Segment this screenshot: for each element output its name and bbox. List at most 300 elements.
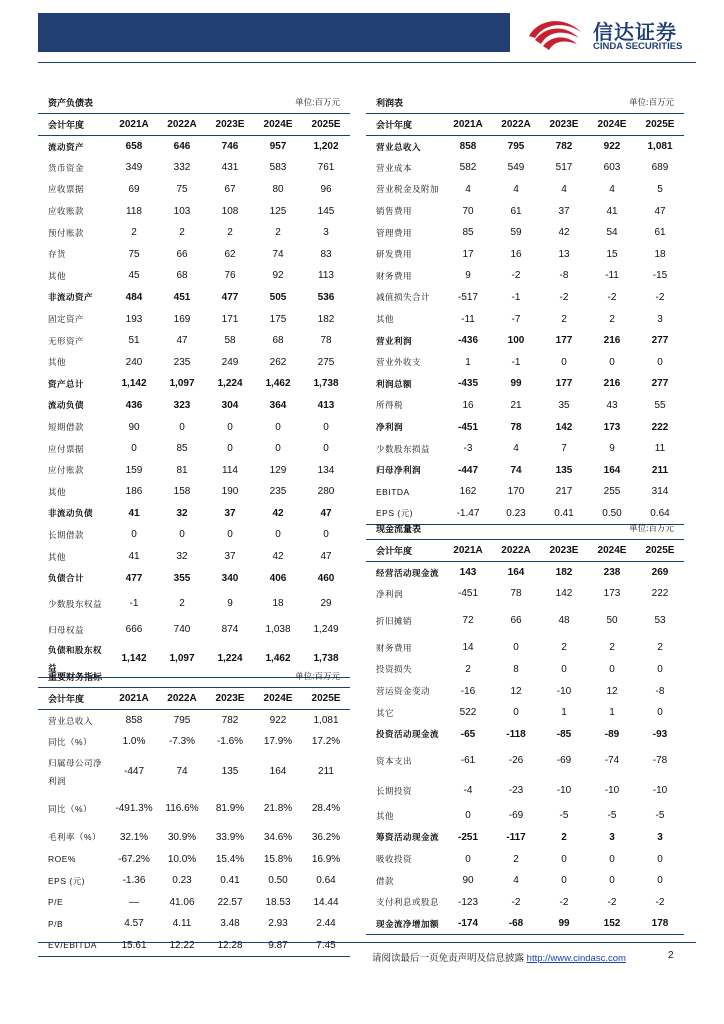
column-header-year: 2021A	[110, 114, 158, 136]
cell-value: 81	[176, 464, 188, 476]
cell-value: 17.2%	[311, 736, 341, 748]
column-header-year: 2023E	[540, 540, 588, 562]
key-indicators	[38, 666, 350, 957]
cell-value: -2	[655, 291, 665, 303]
cell-value: 9	[609, 443, 615, 455]
cell-value: 3	[323, 227, 329, 239]
header-bar	[38, 13, 510, 52]
cell-value: 2	[561, 313, 567, 325]
cell-value: -1.47	[444, 503, 492, 525]
cell-value: 0.64	[316, 875, 336, 887]
row-label: 流动资产	[48, 141, 85, 152]
cell-value: 0	[513, 707, 519, 719]
footer	[372, 950, 626, 964]
cell-value: 70	[462, 205, 474, 217]
cell-value: 53	[654, 614, 666, 626]
column-header-year: 2025E	[636, 540, 684, 562]
cell-value: 646	[173, 141, 191, 153]
table-row	[38, 524, 350, 546]
cell-value: 114	[222, 464, 238, 476]
income-statement	[366, 92, 684, 525]
row-label: 经营活动现金流	[376, 567, 440, 578]
cell-value: 37	[558, 205, 570, 217]
cell-value: 41	[128, 551, 140, 563]
row-label: EPS (元)	[366, 503, 444, 525]
cell-value: 78	[320, 335, 332, 347]
table-row	[366, 330, 684, 352]
row-label: 净利润	[376, 588, 404, 599]
cell-value: 90	[462, 875, 474, 887]
table-row	[38, 459, 350, 481]
cell-value: -8	[655, 685, 665, 697]
header-divider	[38, 62, 696, 63]
cell-value: 211	[318, 765, 334, 777]
key-indicators-unit: 单位:百万元	[295, 671, 340, 681]
cell-value: 0.50	[588, 503, 636, 525]
cell-value: 173	[603, 588, 621, 600]
cell-value: -2	[607, 896, 617, 908]
table-row	[38, 330, 350, 352]
row-label: 少数股东损益	[376, 443, 431, 454]
footer-disclaimer: 请阅读最后一页免责声明及信息披露	[372, 953, 525, 964]
cell-value: —	[129, 896, 139, 908]
cell-value: 4	[513, 875, 519, 887]
row-label: 应收账款	[48, 206, 85, 217]
cell-value: 3	[657, 831, 663, 843]
cell-value: -74	[604, 755, 620, 767]
cell-value: 874	[221, 624, 239, 636]
income-header-row	[366, 114, 684, 136]
cell-value: 451	[173, 291, 191, 303]
cell-value: 2	[227, 227, 233, 239]
cell-value: 0	[657, 663, 663, 675]
cell-value: 340	[221, 572, 239, 584]
cell-value: 58	[224, 335, 236, 347]
cell-value: -11	[461, 313, 475, 325]
cell-value: 0	[227, 529, 233, 541]
cell-value: 1,202	[313, 141, 339, 153]
row-label: 管理费用	[376, 227, 413, 238]
table-row	[38, 157, 350, 179]
row-label: 其他	[376, 314, 395, 325]
table-row	[38, 589, 350, 619]
income-statement-unit: 单位:百万元	[629, 97, 674, 107]
cell-value: -10	[652, 785, 668, 797]
cell-value: 536	[317, 291, 335, 303]
cell-value: 583	[269, 162, 287, 174]
cell-value: 9	[227, 597, 233, 609]
cell-value: 0.23	[492, 503, 540, 525]
row-label: 资本支出	[376, 756, 413, 767]
cell-value: 92	[272, 270, 284, 282]
cell-value: 47	[320, 507, 332, 519]
table-row	[38, 265, 350, 287]
key-indicators-title-row	[38, 666, 350, 688]
cell-value: 41	[606, 205, 618, 217]
row-label: EV/EBITDA	[38, 935, 110, 957]
cell-value: 78	[510, 421, 522, 433]
cell-value: 72	[462, 614, 474, 626]
cell-value: -69	[508, 810, 524, 822]
row-label: 销售费用	[376, 206, 413, 217]
cinda-logo-mark-icon	[525, 14, 585, 54]
row-label: 预付账款	[48, 227, 85, 238]
cell-value: 249	[221, 356, 239, 368]
cell-value: 431	[221, 162, 239, 174]
cell-value: 78	[510, 588, 522, 600]
cell-value: 0	[323, 443, 329, 455]
row-label: 无形资产	[48, 335, 85, 346]
cell-value: -78	[652, 755, 668, 767]
cell-value: 69	[128, 183, 140, 195]
row-label: 少数股东权益	[48, 598, 103, 609]
cell-value: 47	[654, 205, 666, 217]
row-label: 营业税金及附加	[376, 184, 440, 195]
cell-value: 12	[510, 685, 522, 697]
cell-value: 0.50	[268, 875, 288, 887]
cell-value: -123	[457, 896, 478, 908]
row-label: 负债合计	[48, 573, 85, 584]
cell-value: 262	[269, 356, 287, 368]
cell-value: 118	[126, 205, 142, 217]
table-row	[366, 870, 684, 892]
cell-value: -447	[457, 464, 478, 476]
table-row	[38, 935, 350, 957]
cell-value: 50	[606, 614, 618, 626]
cell-value: -10	[556, 685, 572, 697]
cell-value: 795	[507, 141, 525, 153]
column-header-year: 2021A	[444, 540, 492, 562]
column-header-year: 2024E	[588, 114, 636, 136]
cell-value: 0	[561, 875, 567, 887]
cell-value: 2	[561, 641, 567, 653]
row-label: 流动负债	[48, 400, 85, 411]
row-label: 营业利润	[376, 335, 413, 346]
table-row	[366, 351, 684, 373]
cell-value: 113	[318, 270, 334, 282]
cell-value: -1.6%	[216, 736, 244, 748]
cell-value: -447	[123, 765, 144, 777]
cell-value: 746	[221, 141, 239, 153]
table-row	[38, 913, 350, 935]
cell-value: -10	[556, 785, 572, 797]
table-row	[38, 308, 350, 330]
balance-sheet-title: 资产负债表	[48, 98, 94, 108]
table-row	[366, 659, 684, 681]
cell-value: -451	[457, 588, 478, 600]
cell-value: 4	[513, 183, 519, 195]
cell-value: 12.22	[158, 935, 206, 957]
table-row	[366, 416, 684, 438]
table-row	[366, 745, 684, 777]
table-row	[366, 777, 684, 805]
column-header-year: 2022A	[158, 114, 206, 136]
row-label: 同比（%）	[48, 736, 93, 747]
cell-value: 5	[657, 183, 663, 195]
row-label: 长期借款	[48, 529, 85, 540]
table-row	[38, 546, 350, 568]
column-header-year: 2023E	[206, 688, 254, 710]
cell-value: 28.4%	[311, 802, 341, 814]
row-label: 筹资活动现金流	[376, 832, 440, 843]
cell-value: 90	[128, 421, 140, 433]
cell-value: 0	[657, 875, 663, 887]
table-row	[366, 459, 684, 481]
cell-value: 42	[272, 507, 284, 519]
cell-value: 59	[510, 227, 522, 239]
table-row	[38, 287, 350, 309]
column-header-year: 2022A	[492, 114, 540, 136]
cell-value: -2	[559, 896, 569, 908]
cell-value: 477	[125, 572, 143, 584]
table-row	[366, 605, 684, 637]
cell-value: 108	[221, 205, 239, 217]
cell-value: 0	[275, 421, 281, 433]
cell-value: -517	[457, 291, 478, 303]
cell-value: 159	[125, 464, 143, 476]
cell-value: 17	[462, 248, 474, 260]
row-label: P/E	[48, 897, 64, 908]
balance-header-row	[38, 114, 350, 136]
cell-value: 14.44	[313, 896, 339, 908]
cell-value: 186	[125, 486, 143, 498]
column-header-year: 2023E	[206, 114, 254, 136]
cell-value: 275	[317, 356, 335, 368]
cell-value: 0	[465, 810, 471, 822]
cell-value: 152	[588, 913, 636, 935]
cell-value: 158	[173, 486, 191, 498]
cell-value: 99	[510, 378, 522, 390]
table-row	[366, 157, 684, 179]
cell-value: 21.8%	[263, 802, 293, 814]
cell-value: 484	[125, 291, 143, 303]
table-row	[38, 827, 350, 849]
cell-value: 177	[555, 335, 573, 347]
cell-value: 0.64	[636, 503, 684, 525]
cell-value: 4.11	[172, 918, 192, 930]
cell-value: -1	[129, 597, 139, 609]
cell-value: 1.0%	[122, 736, 146, 748]
cell-value: 235	[269, 486, 287, 498]
table-row	[366, 848, 684, 870]
balance-sheet	[38, 92, 350, 678]
cell-value: 314	[651, 486, 669, 498]
footer-website-link[interactable]: http://www.cindasc.com	[526, 953, 626, 964]
cell-value: 135	[555, 464, 573, 476]
column-header-year: 2022A	[492, 540, 540, 562]
cell-value: 16.9%	[311, 853, 341, 865]
balance-sheet-title-row	[38, 92, 350, 114]
column-header-label: 会计年度	[38, 114, 110, 136]
row-label: 毛利率（%）	[48, 832, 102, 843]
cashflow-unit: 单位:百万元	[629, 523, 674, 533]
row-label: 吸收投资	[376, 854, 413, 865]
row-label: 折旧摊销	[376, 615, 413, 626]
cell-value: 135	[221, 765, 239, 777]
row-label: 负债和股东权益	[38, 641, 110, 678]
cell-value: 47	[176, 335, 188, 347]
table-row	[38, 791, 350, 827]
column-header-year: 2024E	[254, 114, 302, 136]
cell-value: 170	[507, 486, 525, 498]
cell-value: 162	[459, 486, 477, 498]
cell-value: 1,097	[169, 378, 195, 390]
cell-value: 0	[465, 853, 471, 865]
cell-value: 1	[609, 707, 615, 719]
cell-value: 782	[221, 715, 239, 727]
table-row	[38, 619, 350, 641]
cell-value: -491.3%	[115, 802, 153, 814]
row-label: 归母权益	[48, 624, 85, 635]
cell-value: -7	[511, 313, 521, 325]
key-indicators-title: 重要财务指标	[48, 672, 103, 682]
cell-value: 1,462	[265, 378, 291, 390]
column-header-year: 2021A	[110, 688, 158, 710]
cell-value: 355	[173, 572, 191, 584]
cell-value: 41.06	[169, 896, 195, 908]
table-row	[38, 395, 350, 417]
table-row	[38, 243, 350, 265]
cell-value: 413	[317, 399, 335, 411]
brand-name-cn: 信达证券	[593, 22, 677, 44]
cell-value: -2	[655, 896, 665, 908]
cell-value: 795	[173, 715, 191, 727]
row-label: 投资损失	[376, 664, 413, 675]
table-row	[366, 562, 684, 584]
cell-value: 222	[651, 421, 669, 433]
cell-value: -251	[457, 831, 478, 843]
cell-value: 125	[269, 205, 287, 217]
column-header-year: 2023E	[540, 114, 588, 136]
cell-value: 740	[173, 624, 191, 636]
cell-value: 1,249	[313, 624, 339, 636]
cell-value: 0.41	[220, 875, 240, 887]
row-label: 应收票据	[48, 184, 85, 195]
cell-value: 2.93	[268, 918, 288, 930]
cell-value: 1,462	[254, 641, 302, 678]
table-row	[366, 805, 684, 827]
cell-value: -2	[511, 896, 521, 908]
cell-value: 0	[179, 421, 185, 433]
cell-value: 54	[606, 227, 618, 239]
table-row	[366, 481, 684, 503]
cell-value: 1,224	[217, 378, 243, 390]
cell-value: -23	[508, 785, 524, 797]
cell-value: 142	[555, 588, 573, 600]
cell-value: 41	[128, 507, 140, 519]
cell-value: 2	[465, 663, 471, 675]
cell-value: 277	[651, 378, 669, 390]
table-row	[366, 179, 684, 201]
cell-value: 2	[275, 227, 281, 239]
row-label: 其他	[376, 810, 395, 821]
cell-value: -2	[559, 291, 569, 303]
cell-value: 178	[636, 913, 684, 935]
cell-value: 80	[272, 183, 284, 195]
cell-value: 0.23	[172, 875, 192, 887]
cell-value: -69	[556, 755, 572, 767]
column-header-year: 2024E	[254, 688, 302, 710]
cell-value: 2	[657, 641, 663, 653]
cell-value: 9.87	[254, 935, 302, 957]
cell-value: 0	[513, 641, 519, 653]
cell-value: 74	[510, 464, 522, 476]
cell-value: 2	[609, 313, 615, 325]
cell-value: 255	[603, 486, 621, 498]
cell-value: 216	[603, 335, 621, 347]
cell-value: 2	[179, 597, 185, 609]
cell-value: 0	[657, 356, 663, 368]
cell-value: 37	[224, 507, 236, 519]
cell-value: 21	[510, 399, 522, 411]
cell-value: 1,738	[313, 378, 339, 390]
cell-value: 2	[609, 641, 615, 653]
cell-value: 13	[558, 248, 570, 260]
cell-value: 85	[462, 227, 474, 239]
row-label: 归属母公司净利润	[48, 757, 103, 786]
row-label: 营业外收支	[376, 357, 422, 368]
cell-value: 666	[125, 624, 143, 636]
table-row	[38, 481, 350, 503]
cell-value: 3	[609, 831, 615, 843]
row-label: 其他	[48, 551, 67, 562]
cell-value: 18	[272, 597, 284, 609]
cell-value: 0	[609, 663, 615, 675]
cell-value: 2.44	[316, 918, 336, 930]
cell-value: 505	[269, 291, 287, 303]
row-label: 借款	[376, 875, 395, 886]
cell-value: -11	[605, 270, 619, 282]
cell-value: 332	[173, 162, 191, 174]
row-label: 非流动资产	[48, 292, 94, 303]
table-row	[38, 731, 350, 753]
table-row	[366, 373, 684, 395]
table-row	[366, 438, 684, 460]
cell-value: 1,081	[647, 141, 673, 153]
row-label: EPS (元)	[48, 875, 86, 886]
cell-value: 2	[131, 227, 137, 239]
column-header-year: 2022A	[158, 688, 206, 710]
row-label: 营业成本	[376, 162, 413, 173]
cell-value: 16	[462, 399, 474, 411]
cell-value: 51	[128, 335, 140, 347]
cell-value: 0	[131, 443, 137, 455]
cell-value: 36.2%	[311, 831, 341, 843]
cell-value: 0	[609, 356, 615, 368]
row-label: 短期借款	[48, 422, 85, 433]
cell-value: 66	[176, 248, 188, 260]
column-header-year: 2024E	[588, 540, 636, 562]
cell-value: 32.1%	[119, 831, 149, 843]
cell-value: 0	[131, 529, 137, 541]
cashflow-table	[366, 540, 684, 935]
cell-value: 67	[224, 183, 236, 195]
cell-value: 37	[224, 551, 236, 563]
table-row	[38, 416, 350, 438]
cell-value: 0	[657, 853, 663, 865]
cell-value: 190	[221, 486, 239, 498]
table-row	[38, 200, 350, 222]
cell-value: 858	[125, 715, 143, 727]
cell-value: 18	[654, 248, 666, 260]
table-row	[366, 723, 684, 745]
cell-value: 14	[462, 641, 474, 653]
cell-value: -61	[460, 755, 476, 767]
cell-value: 35	[558, 399, 570, 411]
row-label: 利润总额	[376, 378, 413, 389]
cell-value: 4	[561, 183, 567, 195]
cell-value: 0	[179, 529, 185, 541]
